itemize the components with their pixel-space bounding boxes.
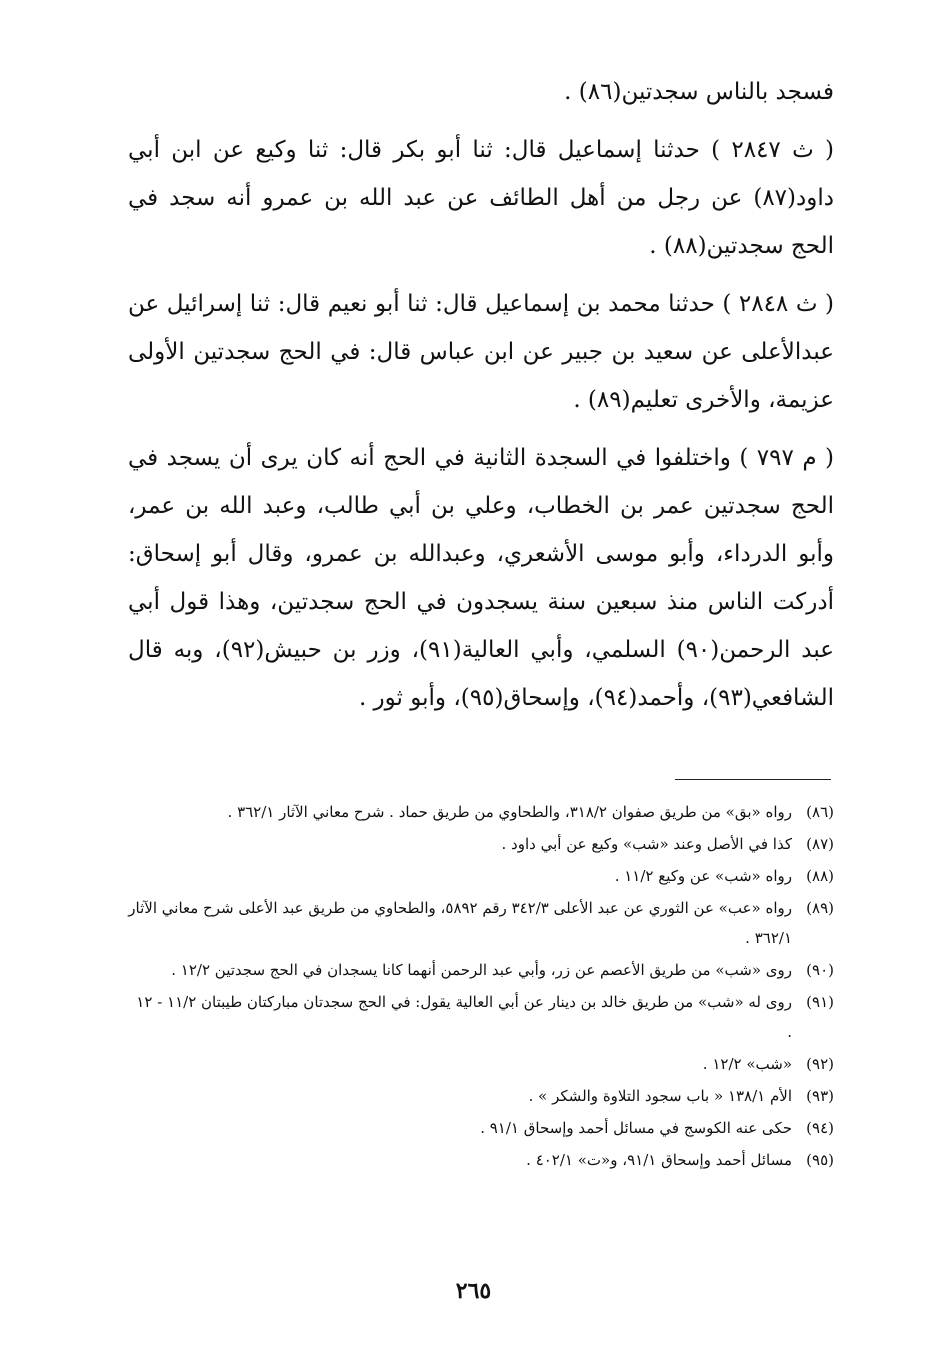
footnote-text: «شب» ١٢/٢ . — [702, 1055, 792, 1073]
main-text — [128, 68, 834, 722]
footnote-text: روى له «شب» من طريق خالد بن دينار عن أبي العالية يقول: في الحج سجدتان مباركتان طيبتان ١١/٢ - ١٢ . — [136, 993, 792, 1041]
footnote-89 — [128, 893, 834, 953]
footnote-text: كذا في الأصل وعند «شب» وكيع عن أبي داود . — [501, 835, 792, 853]
footnote-text: رواه «بق» من طريق صفوان ٣١٨/٢، والطحاوي من طريق حماد . شرح معاني الآثار ٣٦٢/١ . — [227, 803, 792, 821]
footnote-92 — [128, 1049, 834, 1079]
footnote-number: (٩٣) — [806, 1087, 834, 1105]
footnote-number: (٩٠) — [806, 961, 834, 979]
paragraph-2847: ( ث ٢٨٤٧ ) حدثنا إسماعيل قال: ثنا أبو بكر قال: ثنا وكيع عن ابن أبي داود(٨٧) عن رجل من أهل الطائف عن عبد الله بن عمرو أنه سجد في الحج سجدتين(٨٨) . — [128, 137, 835, 259]
page-number: ٢٦٥ — [455, 1278, 492, 1304]
footnote-86 — [128, 797, 834, 827]
footnote-number: (٩١) — [806, 993, 834, 1011]
footnote-text: روى «شب» من طريق الأعصم عن زر، وأبي عبد الرحمن أنهما كانا يسجدان في الحج سجدتين ١٢/٢ . — [171, 961, 792, 979]
footnote-number: (٩٢) — [806, 1055, 834, 1073]
footnote-90 — [128, 955, 834, 985]
footnote-number: (٨٦) — [806, 803, 834, 821]
footnote-text: حكى عنه الكوسج في مسائل أحمد وإسحاق ٩١/١ . — [480, 1119, 792, 1137]
footnote-94 — [128, 1113, 834, 1143]
footnote-95 — [128, 1145, 834, 1175]
footnote-text: رواه «شب» عن وكيع ١١/٢ . — [614, 867, 792, 885]
footnote-text: الأم ١٣٨/١ « باب سجود التلاوة والشكر » . — [528, 1087, 792, 1105]
paragraph-2848: ( ث ٢٨٤٨ ) حدثنا محمد بن إسماعيل قال: ثنا أبو نعيم قال: ثنا إسرائيل عن عبدالأعلى عن سعيد بن جبير عن ابن عباس قال: في الحج سجدتين الأولى عزيمة، والأخرى تعليم(٨٩) . — [128, 291, 834, 413]
paragraph-continuation: فسجد بالناس سجدتين(٨٦) . — [564, 79, 834, 105]
footnote-text: مسائل أحمد وإسحاق ٩١/١، و«ت» ٤٠٢/١ . — [526, 1151, 792, 1169]
footnote-91 — [128, 987, 834, 1047]
footnote-number: (٩٥) — [806, 1151, 834, 1169]
footnote-93 — [128, 1081, 834, 1111]
footnote-number: (٨٩) — [806, 899, 834, 917]
footnote-text: رواه «عب» عن الثوري عن عبد الأعلى ٣٤٢/٣ رقم ٥٨٩٢، والطحاوي من طريق عبد الأعلى شرح معاني الآثار ٣٦٢/١ . — [128, 899, 792, 947]
footnote-number: (٨٧) — [806, 835, 834, 853]
footnotes — [128, 797, 834, 1177]
footnote-88 — [128, 861, 834, 891]
footnote-number: (٨٨) — [806, 867, 834, 885]
footnote-87 — [128, 829, 834, 859]
footnote-number: (٩٤) — [806, 1119, 834, 1137]
footnote-separator — [675, 779, 831, 780]
paragraph-797: ( م ٧٩٧ ) واختلفوا في السجدة الثانية في الحج أنه كان يرى أن يسجد في الحج سجدتين عمر بن الخطاب، وعلي بن أبي طالب، وعبد الله بن عمر، وأبو الدرداء، وأبو موسى الأشعري، وعبدالله بن عمرو، وقال أبو إسحاق: أدركت الناس منذ سبعين سنة يسجدون في الحج سجدتين، وهذا قول أبي عبد الرحمن(٩٠) السلمي، وأبي العالية(٩١)، وزر بن حبيش(٩٢)، وبه قال الشافعي(٩٣)، وأحمد(٩٤)، وإسحاق(٩٥)، وأبو ثور . — [128, 445, 834, 711]
